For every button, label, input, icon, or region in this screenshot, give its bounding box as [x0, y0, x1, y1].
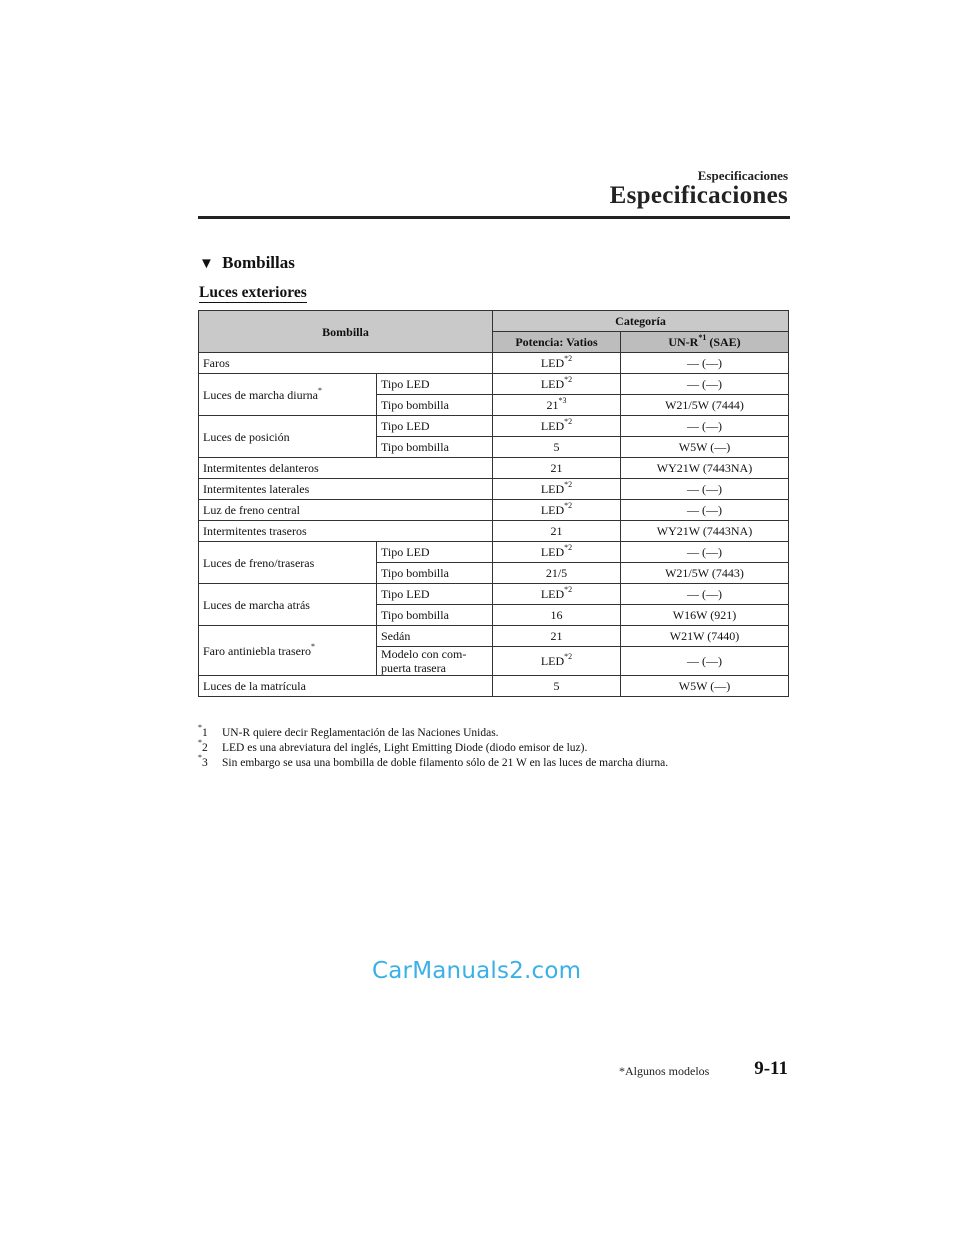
- table-row: [199, 542, 789, 563]
- power-cell: 21: [493, 521, 621, 542]
- table-row: [199, 521, 789, 542]
- unr-cell: W5W (—): [621, 676, 789, 697]
- type-cell: Tipo bombilla: [377, 605, 493, 626]
- footnote: *3 Sin embargo se usa una bombilla de doble filamento sólo de 21 W en las luces de marcha diurna.: [198, 753, 669, 769]
- bulb-name: Luces de posición: [199, 416, 377, 458]
- unr-cell: — (—): [621, 647, 789, 676]
- power-cell: 5: [493, 437, 621, 458]
- unr-cell: — (—): [621, 584, 789, 605]
- type-cell: Sedán: [377, 626, 493, 647]
- header-bulb: Bombilla: [199, 311, 493, 353]
- footnotes: [198, 723, 798, 771]
- type-cell: Tipo bombilla: [377, 563, 493, 584]
- power-cell: LED$^{*2}$: [493, 584, 621, 605]
- table-row: [199, 500, 789, 521]
- type-cell: Tipo LED: [377, 542, 493, 563]
- bulb-name: Intermitentes laterales: [199, 479, 493, 500]
- watermark: CarManuals2.com: [372, 958, 582, 984]
- unr-cell: — (—): [621, 500, 789, 521]
- section-title: [199, 253, 295, 273]
- footer-note: *Algunos modelos: [619, 1064, 710, 1078]
- table-row: [199, 676, 789, 697]
- power-cell: LED$^{*2}$: [493, 353, 621, 374]
- table-row: [199, 374, 789, 395]
- page-number: 9-11: [754, 1058, 788, 1079]
- type-cell: Modelo con com- puerta trasera: [377, 647, 493, 676]
- header-category: Categoría: [493, 311, 789, 332]
- table-header-row: [199, 311, 789, 332]
- unr-cell: WY21W (7443NA): [621, 458, 789, 479]
- power-cell: LED$^{*2}$: [493, 542, 621, 563]
- bulb-name: Intermitentes delanteros: [199, 458, 493, 479]
- power-cell: 21: [493, 458, 621, 479]
- unr-cell: — (—): [621, 353, 789, 374]
- footnote: *2 LED es una abreviatura del inglés, Light Emitting Diode (diodo emisor de luz).: [198, 738, 588, 754]
- power-cell: 21/5: [493, 563, 621, 584]
- subsection-title: Luces exteriores: [199, 284, 307, 301]
- bulb-name: Luces de marcha diurna*: [199, 374, 377, 416]
- bulb-table: [198, 310, 789, 697]
- power-cell: LED$^{*2}$: [493, 374, 621, 395]
- bulb-name: Faros: [199, 353, 493, 374]
- header-rule: [198, 216, 790, 219]
- power-cell: LED$^{*2}$: [493, 647, 621, 676]
- bulb-name: Luces de la matrícula: [199, 676, 493, 697]
- unr-cell: — (—): [621, 479, 789, 500]
- type-cell: Tipo bombilla: [377, 437, 493, 458]
- unr-cell: W21/5W (7444): [621, 395, 789, 416]
- table-row: [199, 416, 789, 437]
- chapter-title: Especificaciones: [609, 182, 788, 209]
- unr-cell: W21/5W (7443): [621, 563, 789, 584]
- power-cell: 5: [493, 676, 621, 697]
- unr-cell: WY21W (7443NA): [621, 521, 789, 542]
- table-row: [199, 353, 789, 374]
- bulb-name: Intermitentes traseros: [199, 521, 493, 542]
- bulb-name: Luces de freno/traseras: [199, 542, 377, 584]
- power-cell: LED$^{*2}$: [493, 500, 621, 521]
- table-row: [199, 458, 789, 479]
- type-cell: Tipo LED: [377, 416, 493, 437]
- unr-cell: W5W (—): [621, 437, 789, 458]
- bulb-name: Luces de marcha atrás: [199, 584, 377, 626]
- power-cell: 21$^{*3}$: [493, 395, 621, 416]
- section-title-text: Bombillas: [222, 253, 295, 272]
- table-row: [199, 626, 789, 647]
- type-cell: Tipo LED: [377, 584, 493, 605]
- header-power: Potencia: Vatios: [493, 332, 621, 353]
- bulb-name: Faro antiniebla trasero*: [199, 626, 377, 676]
- unr-cell: — (—): [621, 542, 789, 563]
- header-unr: $UN-R^{*1}$ (SAE): [621, 332, 789, 353]
- triangle-down-icon: ▼: [199, 256, 214, 272]
- power-cell: 21: [493, 626, 621, 647]
- unr-cell: W21W (7440): [621, 626, 789, 647]
- table-row: [199, 479, 789, 500]
- running-header: Especificaciones: [697, 168, 788, 183]
- power-cell: 16: [493, 605, 621, 626]
- footnote: *1 UN-R quiere decir Reglamentación de las Naciones Unidas.: [198, 723, 499, 739]
- type-cell: Tipo LED: [377, 374, 493, 395]
- unr-cell: — (—): [621, 416, 789, 437]
- unr-cell: — (—): [621, 374, 789, 395]
- type-cell: Tipo bombilla: [377, 395, 493, 416]
- power-cell: LED$^{*2}$: [493, 416, 621, 437]
- bulb-name: Luz de freno central: [199, 500, 493, 521]
- table-row: [199, 584, 789, 605]
- unr-cell: W16W (921): [621, 605, 789, 626]
- power-cell: LED$^{*2}$: [493, 479, 621, 500]
